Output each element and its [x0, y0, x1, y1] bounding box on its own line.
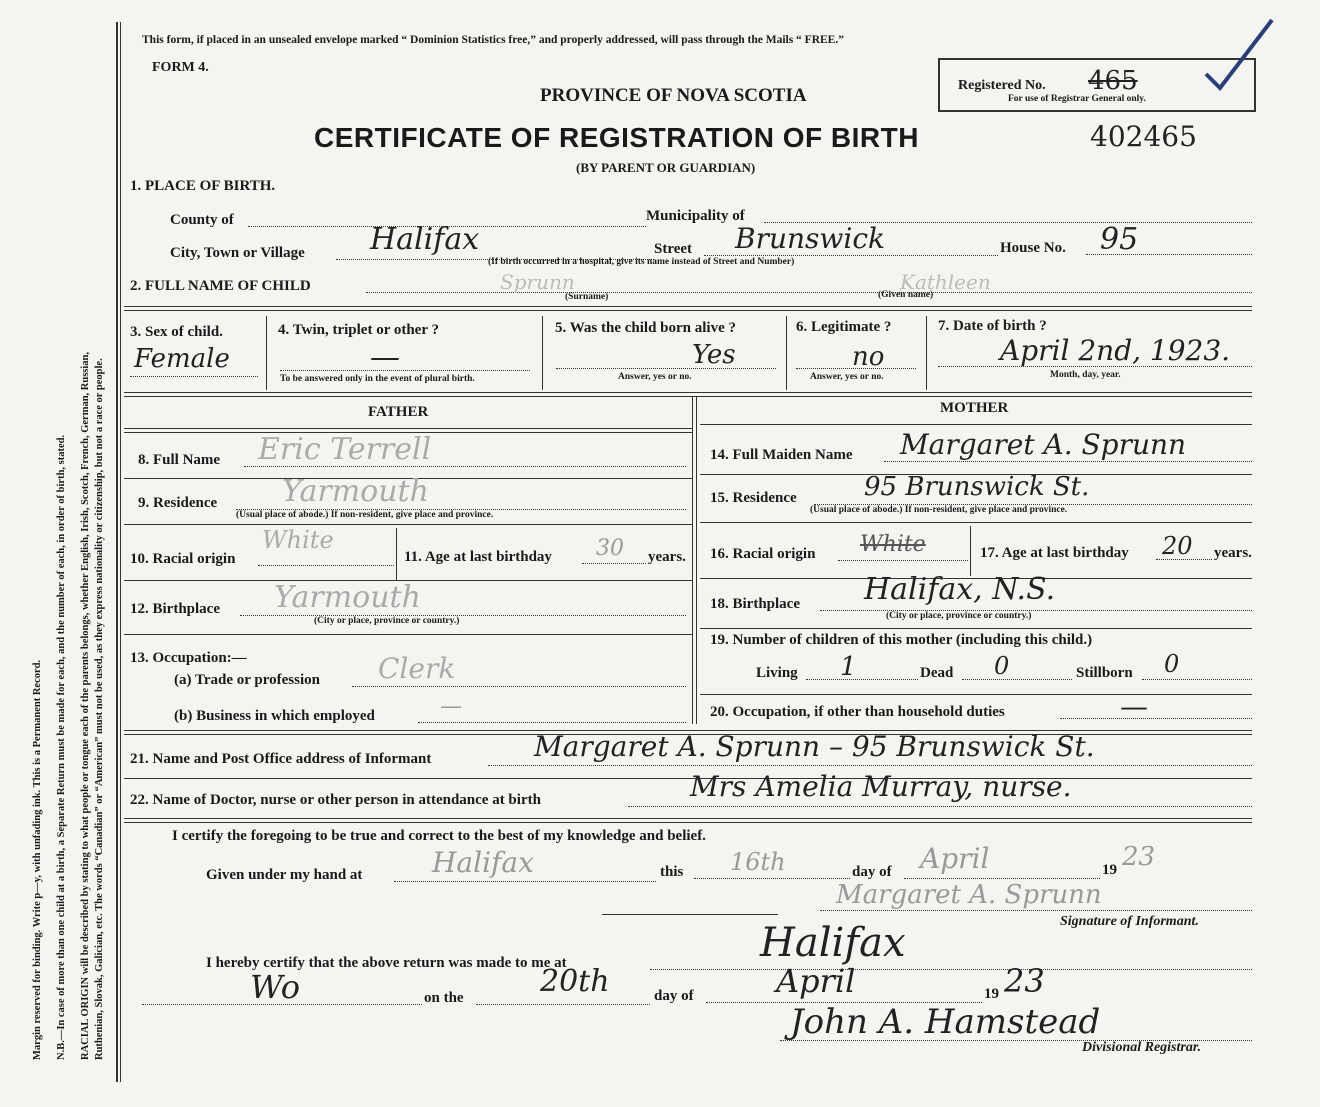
doctor-value: Mrs Amelia Murray, nurse. [690, 770, 1072, 803]
father-birthplace-value: Yarmouth [274, 580, 421, 615]
father-age-value: 30 [596, 536, 624, 561]
child-name-label: 2. FULL NAME OF CHILD [130, 278, 311, 294]
registered-number: 465 [1088, 66, 1138, 96]
given-label: Given under my hand at [206, 867, 363, 883]
registrar-year-prefix: 19 [984, 986, 999, 1002]
father-age-years: years. [648, 549, 686, 565]
mother-birthplace-value: Halifax, N.S. [864, 572, 1056, 607]
father-age-label: 11. Age at last birthday [404, 549, 552, 565]
dob-value: April 2nd, 1923. [1000, 334, 1231, 367]
given-name-caption: (Given name) [878, 290, 934, 300]
mother-birthplace-label: 18. Birthplace [710, 596, 800, 612]
given-year-value: 23 [1122, 842, 1156, 872]
living-value: 1 [840, 652, 857, 682]
mother-age-value: 20 [1162, 532, 1193, 560]
father-name-value: Eric Terrell [258, 432, 432, 467]
alive-label: 5. Was the child born alive ? [555, 320, 736, 336]
municipality-label: Municipality of [646, 208, 745, 224]
mother-occupation-label: 20. Occupation, if other than household duties [710, 704, 1005, 720]
father-business-value: — [440, 694, 462, 719]
father-trade-value: Clerk [378, 652, 456, 685]
mother-residence-value: 95 Brunswick St. [864, 472, 1090, 502]
registrar-day-of-label: day of [654, 988, 694, 1004]
given-day-value: 16th [730, 848, 786, 876]
province-heading: PROVINCE OF NOVA SCOTIA [540, 85, 807, 106]
dead-label: Dead [920, 665, 954, 681]
twin-note: To be answered only in the event of plural birth. [280, 374, 475, 384]
house-value: 95 [1100, 222, 1139, 257]
sex-value: Female [134, 344, 230, 374]
city-value: Halifax [370, 222, 480, 257]
city-label: City, Town or Village [170, 245, 305, 261]
margin-note-racial-cont: Ruthenian, Slovak, Galician, etc. The words “Canadian” or “American” must not be used, as they express nationality or citizenship, but not a race or people. [94, 358, 105, 1060]
registrar-prefix-value: Wo [250, 968, 300, 1006]
informant-signature: Margaret A. Sprunn [836, 880, 1102, 910]
mother-racial-value: White [860, 532, 926, 557]
mother-name-value: Margaret A. Sprunn [900, 428, 1187, 461]
registrar-signature: John A. Hamstead [790, 1002, 1101, 1042]
twin-label: 4. Twin, triplet or other ? [278, 322, 439, 338]
margin-note-racial: RACIAL ORIGIN will be described by stating to what people or tongue each of the parents belongs, whether English, Irish, Scotch, French, German, Russian, [80, 351, 91, 1060]
registrar-month-value: April [776, 962, 856, 1000]
mother-residence-note: (Usual place of abode.) If non-resident, give place and province. [810, 505, 1068, 515]
given-month-value: April [920, 842, 990, 875]
informant-value: Margaret A. Sprunn – 95 Brunswick St. [534, 730, 1095, 763]
father-racial-label: 10. Racial origin [130, 551, 236, 567]
alive-caption: Answer, yes or no. [618, 372, 692, 382]
registrar-day-value: 20th [540, 964, 610, 999]
given-this-label: this [660, 864, 684, 880]
legitimate-value: no [852, 342, 885, 372]
mother-children-label: 19. Number of children of this mother (including this child.) [710, 632, 1093, 648]
father-residence-note: (Usual place of abode.) If non-resident, give place and province. [236, 510, 494, 520]
mail-notice: This form, if placed in an unsealed envelope marked “ Dominion Statistics free,” and properly addressed, will pass through the Mails “ FREE.” [142, 34, 844, 46]
checkmark-icon [1200, 14, 1280, 99]
alive-value: Yes [692, 340, 736, 370]
certificate-subtitle: (BY PARENT OR GUARDIAN) [576, 160, 756, 175]
mother-name-label: 14. Full Maiden Name [710, 447, 853, 463]
father-residence-value: Yarmouth [282, 474, 429, 509]
mother-occupation-value: — [1120, 690, 1148, 723]
father-business-label: (b) Business in which employed [174, 708, 375, 724]
father-occupation-label: 13. Occupation:— [130, 650, 247, 666]
given-day-of-label: day of [852, 864, 892, 880]
father-birthplace-label: 12. Birthplace [130, 601, 220, 617]
stillborn-value: 0 [1164, 650, 1180, 678]
child-given-value: Kathleen [900, 270, 991, 294]
dob-caption: Month, day, year. [1050, 370, 1121, 380]
street-value: Brunswick [735, 222, 885, 255]
registrar-statement: I hereby certify that the above return was made to me at [206, 955, 567, 971]
twin-value: — [370, 340, 400, 375]
informant-signature-caption: Signature of Informant. [1060, 914, 1199, 929]
certificate-title: CERTIFICATE OF REGISTRATION OF BIRTH [314, 122, 919, 153]
child-surname-value: Sprunn [500, 270, 575, 294]
given-place-value: Halifax [432, 846, 534, 879]
form-number: FORM 4. [152, 60, 209, 75]
father-name-label: 8. Full Name [138, 452, 221, 468]
father-birthplace-note: (City or place, province or country.) [314, 616, 460, 626]
mother-age-label: 17. Age at last birthday [980, 545, 1129, 561]
registrar-on-the-label: on the [424, 990, 464, 1006]
street-label: Street [654, 241, 693, 257]
certification-statement: I certify the foregoing to be true and correct to the best of my knowledge and belief. [172, 828, 706, 844]
father-racial-value: White [262, 526, 334, 554]
dead-value: 0 [994, 652, 1010, 680]
registrar-year-value: 23 [1004, 962, 1045, 1000]
father-residence-label: 9. Residence [138, 495, 218, 511]
given-year-prefix: 19 [1102, 862, 1117, 878]
certificate-number: 402465 [1090, 120, 1197, 153]
mother-racial-label: 16. Racial origin [710, 546, 816, 562]
mother-residence-label: 15. Residence [710, 490, 797, 506]
place-of-birth-heading: 1. PLACE OF BIRTH. [130, 178, 276, 194]
living-label: Living [756, 665, 798, 681]
margin-note-nb: N.B.—In case of more than one child at a birth, a Separate Return must be made for each, and the number of each, in order of birth, stated. [56, 434, 67, 1060]
father-heading: FATHER [368, 404, 429, 420]
dob-label: 7. Date of birth ? [938, 318, 1047, 334]
registrar-use-note: For use of Registrar General only. [1008, 94, 1146, 104]
margin-note-binding: Margin reserved for binding. Write p—y, with unfading ink. This is a Permanent Record. [32, 659, 43, 1060]
legitimate-caption: Answer, yes or no. [810, 372, 884, 382]
father-trade-label: (a) Trade or profession [174, 672, 320, 688]
registered-label: Registered No. [958, 78, 1046, 93]
sex-label: 3. Sex of child. [130, 324, 223, 340]
county-label: County of [170, 212, 234, 228]
surname-caption: (Surname) [565, 292, 609, 302]
legitimate-label: 6. Legitimate ? [796, 319, 892, 335]
house-label: House No. [1000, 240, 1066, 256]
hospital-note: (If birth occurred in a hospital, give its name instead of Street and Number) [488, 257, 795, 267]
doctor-label: 22. Name of Doctor, nurse or other person in attendance at birth [130, 792, 541, 808]
registrar-caption: Divisional Registrar. [1082, 1040, 1202, 1055]
stillborn-label: Stillborn [1076, 665, 1133, 681]
mother-birthplace-note: (City or place, province or country.) [886, 611, 1032, 621]
registrar-place-value: Halifax [760, 920, 906, 966]
mother-heading: MOTHER [940, 400, 1009, 416]
mother-age-years: years. [1214, 545, 1252, 561]
informant-label: 21. Name and Post Office address of Informant [130, 751, 432, 767]
